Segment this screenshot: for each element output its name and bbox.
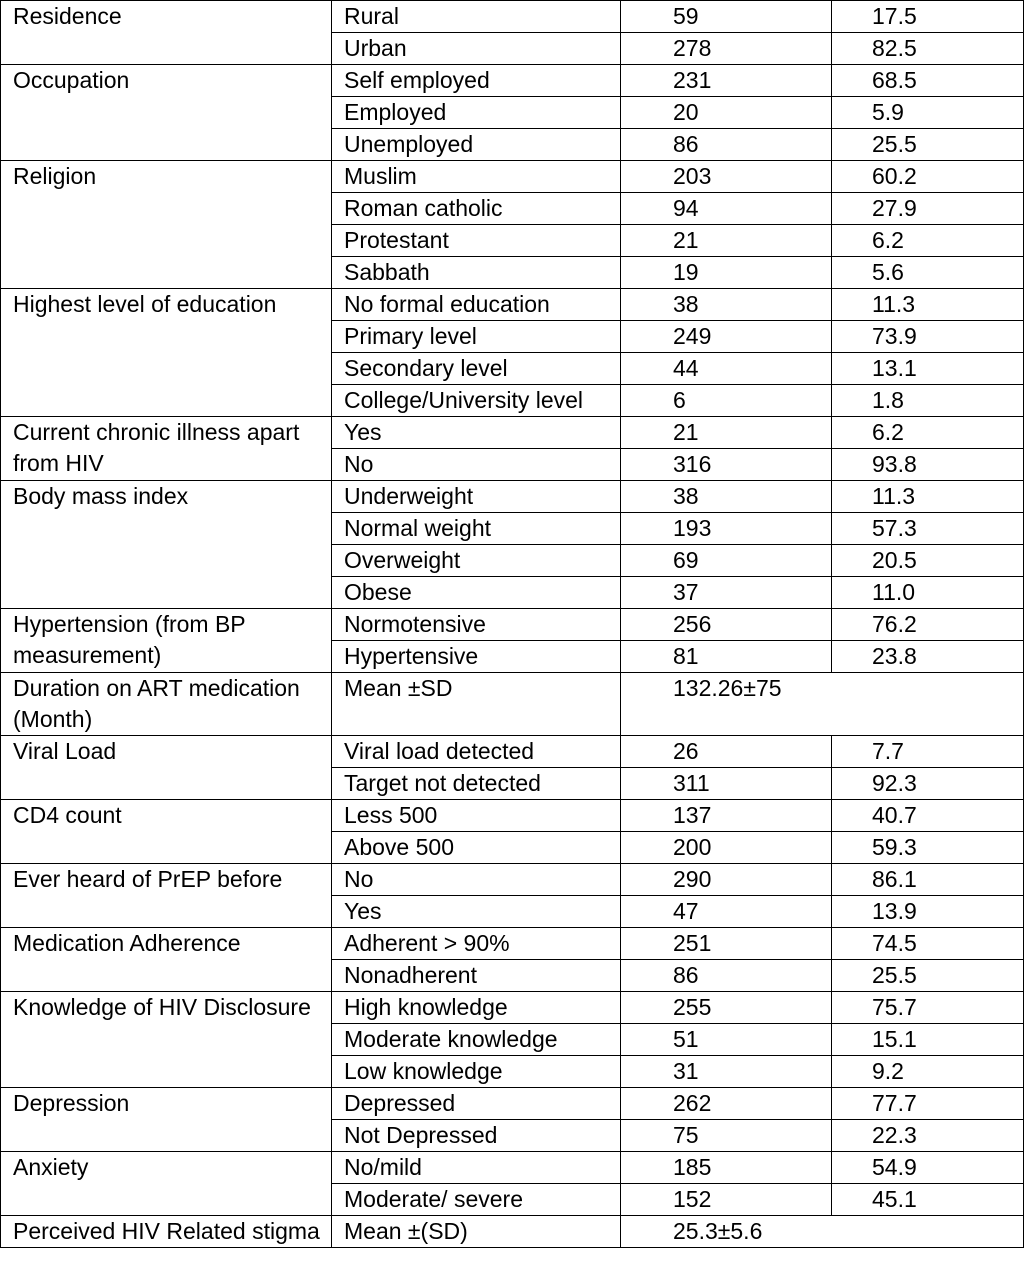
category-cell: Normal weight xyxy=(332,513,621,545)
frequency-cell: 86 xyxy=(621,960,832,992)
category-cell: Viral load detected xyxy=(332,736,621,768)
frequency-cell: 75 xyxy=(621,1120,832,1152)
variable-label-cell: Knowledge of HIV Disclosure xyxy=(1,992,332,1088)
percent-cell: 25.5 xyxy=(832,960,1024,992)
percent-cell: 57.3 xyxy=(832,513,1024,545)
variable-label-cell: Medication Adherence xyxy=(1,928,332,992)
percent-cell: 5.6 xyxy=(832,257,1024,289)
frequency-cell: 251 xyxy=(621,928,832,960)
category-cell: Yes xyxy=(332,896,621,928)
category-cell: Above 500 xyxy=(332,832,621,864)
frequency-cell: 94 xyxy=(621,193,832,225)
table-row xyxy=(1,161,1024,193)
frequency-cell: 69 xyxy=(621,545,832,577)
percent-cell: 27.9 xyxy=(832,193,1024,225)
frequency-cell: 47 xyxy=(621,896,832,928)
category-cell: Unemployed xyxy=(332,129,621,161)
percent-cell: 82.5 xyxy=(832,33,1024,65)
summary-value-cell: 132.26±75 xyxy=(621,673,1024,736)
category-cell: Secondary level xyxy=(332,353,621,385)
category-cell: Obese xyxy=(332,577,621,609)
category-cell: No formal education xyxy=(332,289,621,321)
frequency-cell: 185 xyxy=(621,1152,832,1184)
variable-label-cell: Body mass index xyxy=(1,481,332,609)
table-row xyxy=(1,289,1024,321)
frequency-cell: 38 xyxy=(621,289,832,321)
category-cell: Roman catholic xyxy=(332,193,621,225)
variable-label-cell: Viral Load xyxy=(1,736,332,800)
percent-cell: 9.2 xyxy=(832,1056,1024,1088)
category-cell: Self employed xyxy=(332,65,621,97)
percent-cell: 73.9 xyxy=(832,321,1024,353)
percent-cell: 7.7 xyxy=(832,736,1024,768)
frequency-cell: 38 xyxy=(621,481,832,513)
table-row xyxy=(1,736,1024,768)
percent-cell: 76.2 xyxy=(832,609,1024,641)
table-row xyxy=(1,65,1024,97)
percent-cell: 54.9 xyxy=(832,1152,1024,1184)
percent-cell: 6.2 xyxy=(832,225,1024,257)
frequency-cell: 255 xyxy=(621,992,832,1024)
table-row xyxy=(1,1152,1024,1184)
category-cell: Sabbath xyxy=(332,257,621,289)
category-cell: Overweight xyxy=(332,545,621,577)
category-cell: Employed xyxy=(332,97,621,129)
frequency-cell: 44 xyxy=(621,353,832,385)
category-cell: Less 500 xyxy=(332,800,621,832)
table-row xyxy=(1,1088,1024,1120)
frequency-cell: 311 xyxy=(621,768,832,800)
percent-cell: 45.1 xyxy=(832,1184,1024,1216)
variable-label-cell: CD4 count xyxy=(1,800,332,864)
category-cell: Low knowledge xyxy=(332,1056,621,1088)
category-cell: Mean ±SD xyxy=(332,673,621,736)
table-row xyxy=(1,800,1024,832)
frequency-cell: 200 xyxy=(621,832,832,864)
percent-cell: 11.3 xyxy=(832,289,1024,321)
category-cell: Adherent > 90% xyxy=(332,928,621,960)
frequency-cell: 86 xyxy=(621,129,832,161)
category-cell: Urban xyxy=(332,33,621,65)
table-row xyxy=(1,992,1024,1024)
frequency-cell: 152 xyxy=(621,1184,832,1216)
percent-cell: 11.0 xyxy=(832,577,1024,609)
percent-cell: 5.9 xyxy=(832,97,1024,129)
variable-label-cell: Residence xyxy=(1,1,332,65)
frequency-cell: 278 xyxy=(621,33,832,65)
category-cell: Not Depressed xyxy=(332,1120,621,1152)
table-row xyxy=(1,928,1024,960)
percent-cell: 20.5 xyxy=(832,545,1024,577)
frequency-cell: 21 xyxy=(621,225,832,257)
category-cell: Moderate/ severe xyxy=(332,1184,621,1216)
frequency-cell: 26 xyxy=(621,736,832,768)
frequency-cell: 231 xyxy=(621,65,832,97)
table-row xyxy=(1,1216,1024,1248)
table-row xyxy=(1,417,1024,449)
category-cell: Depressed xyxy=(332,1088,621,1120)
percent-cell: 17.5 xyxy=(832,1,1024,33)
frequency-cell: 19 xyxy=(621,257,832,289)
variable-label-cell: Anxiety xyxy=(1,1152,332,1216)
percent-cell: 25.5 xyxy=(832,129,1024,161)
variable-label-cell: Current chronic illness apart from HIV xyxy=(1,417,332,481)
table-row xyxy=(1,481,1024,513)
percent-cell: 23.8 xyxy=(832,641,1024,673)
percent-cell: 1.8 xyxy=(832,385,1024,417)
category-cell: Target not detected xyxy=(332,768,621,800)
category-cell: College/University level xyxy=(332,385,621,417)
table-row xyxy=(1,609,1024,641)
category-cell: No xyxy=(332,449,621,481)
variable-label-cell: Occupation xyxy=(1,65,332,161)
frequency-cell: 59 xyxy=(621,1,832,33)
category-cell: Moderate knowledge xyxy=(332,1024,621,1056)
percent-cell: 13.9 xyxy=(832,896,1024,928)
frequency-cell: 290 xyxy=(621,864,832,896)
frequency-cell: 81 xyxy=(621,641,832,673)
percent-cell: 74.5 xyxy=(832,928,1024,960)
variable-label-cell: Depression xyxy=(1,1088,332,1152)
category-cell: Primary level xyxy=(332,321,621,353)
frequency-cell: 20 xyxy=(621,97,832,129)
table-row xyxy=(1,673,1024,736)
category-cell: Nonadherent xyxy=(332,960,621,992)
variable-label-cell: Highest level of education xyxy=(1,289,332,417)
frequency-cell: 203 xyxy=(621,161,832,193)
percent-cell: 77.7 xyxy=(832,1088,1024,1120)
frequency-cell: 6 xyxy=(621,385,832,417)
percent-cell: 22.3 xyxy=(832,1120,1024,1152)
frequency-cell: 316 xyxy=(621,449,832,481)
percent-cell: 15.1 xyxy=(832,1024,1024,1056)
variable-label-cell: Duration on ART medication (Month) xyxy=(1,673,332,736)
frequency-cell: 249 xyxy=(621,321,832,353)
percent-cell: 86.1 xyxy=(832,864,1024,896)
table-body xyxy=(1,1,1024,1248)
table-row xyxy=(1,1,1024,33)
variable-label-cell: Hypertension (from BP measurement) xyxy=(1,609,332,673)
percent-cell: 60.2 xyxy=(832,161,1024,193)
percent-cell: 40.7 xyxy=(832,800,1024,832)
category-cell: Rural xyxy=(332,1,621,33)
category-cell: Hypertensive xyxy=(332,641,621,673)
percent-cell: 59.3 xyxy=(832,832,1024,864)
percent-cell: 75.7 xyxy=(832,992,1024,1024)
frequency-cell: 262 xyxy=(621,1088,832,1120)
category-cell: Normotensive xyxy=(332,609,621,641)
percent-cell: 11.3 xyxy=(832,481,1024,513)
percent-cell: 68.5 xyxy=(832,65,1024,97)
category-cell: Mean ±(SD) xyxy=(332,1216,621,1248)
variable-label-cell: Religion xyxy=(1,161,332,289)
category-cell: No xyxy=(332,864,621,896)
percent-cell: 92.3 xyxy=(832,768,1024,800)
percent-cell: 13.1 xyxy=(832,353,1024,385)
category-cell: No/mild xyxy=(332,1152,621,1184)
percent-cell: 93.8 xyxy=(832,449,1024,481)
frequency-cell: 256 xyxy=(621,609,832,641)
variable-label-cell: Ever heard of PrEP before xyxy=(1,864,332,928)
summary-value-cell: 25.3±5.6 xyxy=(621,1216,1024,1248)
table-row xyxy=(1,864,1024,896)
variable-label-cell: Perceived HIV Related stigma xyxy=(1,1216,332,1248)
frequency-cell: 21 xyxy=(621,417,832,449)
category-cell: High knowledge xyxy=(332,992,621,1024)
frequency-cell: 137 xyxy=(621,800,832,832)
category-cell: Muslim xyxy=(332,161,621,193)
frequency-cell: 193 xyxy=(621,513,832,545)
frequency-cell: 51 xyxy=(621,1024,832,1056)
category-cell: Underweight xyxy=(332,481,621,513)
percent-cell: 6.2 xyxy=(832,417,1024,449)
category-cell: Protestant xyxy=(332,225,621,257)
category-cell: Yes xyxy=(332,417,621,449)
frequency-cell: 37 xyxy=(621,577,832,609)
frequency-cell: 31 xyxy=(621,1056,832,1088)
